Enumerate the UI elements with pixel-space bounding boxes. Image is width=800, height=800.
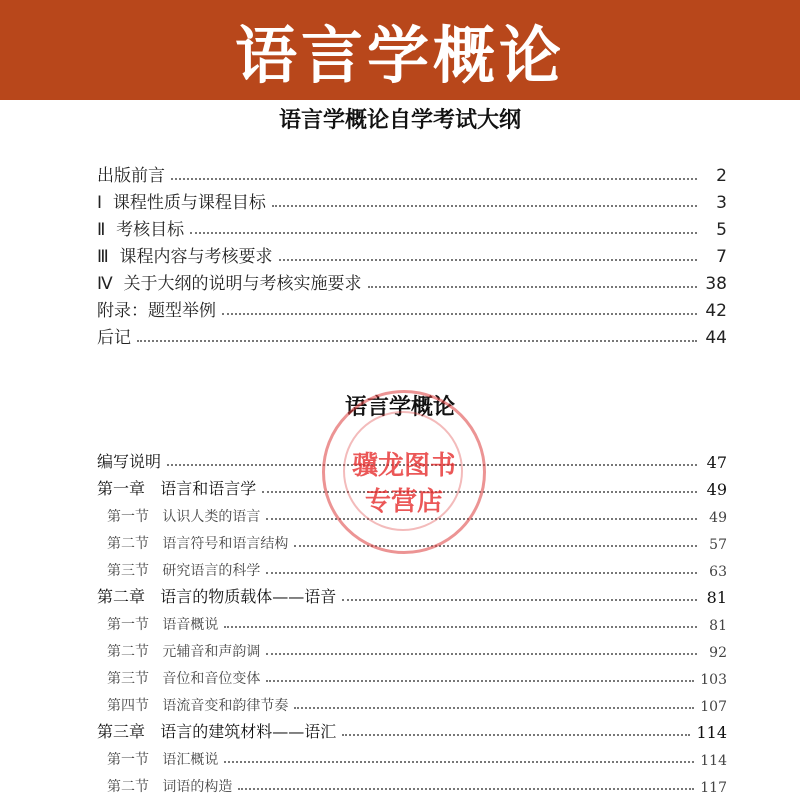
toc-label: Ⅲ 课程内容与考核要求 xyxy=(97,247,273,267)
toc-label: 第一节 语汇概说 xyxy=(107,752,219,768)
toc-row xyxy=(97,662,727,688)
toc-page: 42 xyxy=(705,301,727,321)
title-banner xyxy=(0,0,800,100)
leader-dots xyxy=(279,259,697,261)
toc-row xyxy=(97,581,727,607)
toc-page: 92 xyxy=(709,645,727,661)
toc-row xyxy=(97,160,727,186)
leader-dots xyxy=(266,572,697,574)
toc-row xyxy=(97,446,727,472)
leader-dots xyxy=(262,491,697,493)
toc-label: 第二章 语言的物质载体——语音 xyxy=(97,587,337,606)
seal-text-line2: 专营店 xyxy=(364,487,443,517)
leader-dots xyxy=(224,626,697,628)
toc-label: 第四节 语流音变和韵律节奏 xyxy=(107,698,289,714)
toc-row xyxy=(97,689,727,715)
textbook-title: 语言学概论 xyxy=(344,395,455,420)
toc-page: 103 xyxy=(700,672,727,688)
toc-row xyxy=(97,473,727,499)
toc-page: 107 xyxy=(700,699,727,715)
toc-page: 114 xyxy=(696,723,727,742)
leader-dots xyxy=(266,680,694,682)
toc-label: 附录：题型举例 xyxy=(97,301,216,321)
toc-row xyxy=(97,322,727,348)
toc-row xyxy=(97,554,727,580)
toc-row xyxy=(97,608,727,634)
toc-label: 第一章 语言和语言学 xyxy=(97,479,257,498)
toc-label: 编写说明 xyxy=(97,452,162,471)
syllabus-title: 语言学概论自学考试大纲 xyxy=(278,108,521,133)
toc-label: 后记 xyxy=(97,328,131,348)
toc-label: Ⅰ 课程性质与课程目标 xyxy=(97,193,266,213)
toc-page: 49 xyxy=(709,510,727,526)
toc-page: 5 xyxy=(716,220,727,240)
toc-page: 49 xyxy=(706,480,727,499)
toc-page: 44 xyxy=(705,328,727,348)
toc-label: Ⅱ 考核目标 xyxy=(97,220,185,240)
toc-label: 第三节 音位和音位变体 xyxy=(107,671,261,687)
toc-row xyxy=(97,716,727,742)
toc-label: Ⅳ 关于大纲的说明与考核实施要求 xyxy=(97,274,362,294)
leader-dots xyxy=(224,761,694,763)
toc-label: 第一节 认识人类的语言 xyxy=(107,509,261,525)
seal-text-line1: 骥龙图书 xyxy=(351,451,456,481)
toc-label: 第一节 语音概说 xyxy=(107,617,219,633)
leader-dots xyxy=(167,464,697,466)
leader-dots xyxy=(368,286,698,288)
toc-label: 第三节 研究语言的科学 xyxy=(107,563,261,579)
leader-dots xyxy=(294,545,697,547)
toc-page: 63 xyxy=(709,564,727,580)
toc-page: 47 xyxy=(706,453,727,472)
toc-page: 38 xyxy=(705,274,727,294)
toc-label: 第二节 词语的构造 xyxy=(107,779,233,795)
leader-dots xyxy=(171,178,697,180)
toc-page: 81 xyxy=(706,588,727,607)
toc-row xyxy=(97,743,727,769)
leader-dots xyxy=(294,707,694,709)
toc-page: 2 xyxy=(716,166,727,186)
toc-row xyxy=(97,187,727,213)
book-title: 语言学概论 xyxy=(234,18,565,92)
toc-page: 3 xyxy=(716,193,727,213)
toc-row xyxy=(97,268,727,294)
leader-dots xyxy=(342,599,697,601)
toc-page: 7 xyxy=(716,247,727,267)
toc-row xyxy=(97,295,727,321)
toc-page: 57 xyxy=(709,537,727,553)
toc-row xyxy=(97,770,727,796)
toc-label: 出版前言 xyxy=(97,166,165,186)
leader-dots xyxy=(266,653,697,655)
leader-dots xyxy=(190,232,697,234)
toc-page: 114 xyxy=(700,753,727,769)
toc-label: 第二节 语言符号和语言结构 xyxy=(107,536,289,552)
leader-dots xyxy=(342,734,690,736)
toc-row xyxy=(97,500,727,526)
toc-row xyxy=(97,527,727,553)
leader-dots xyxy=(266,518,697,520)
toc-page: 117 xyxy=(700,780,727,796)
toc-page: 81 xyxy=(709,618,727,634)
toc-row xyxy=(97,214,727,240)
toc-row xyxy=(97,635,727,661)
leader-dots xyxy=(222,313,697,315)
leader-dots xyxy=(238,788,694,790)
toc-label: 第三章 语言的建筑材料——语汇 xyxy=(97,722,337,741)
leader-dots xyxy=(272,205,697,207)
toc-label: 第二节 元辅音和声韵调 xyxy=(107,644,261,660)
toc-row xyxy=(97,241,727,267)
leader-dots xyxy=(137,340,697,342)
